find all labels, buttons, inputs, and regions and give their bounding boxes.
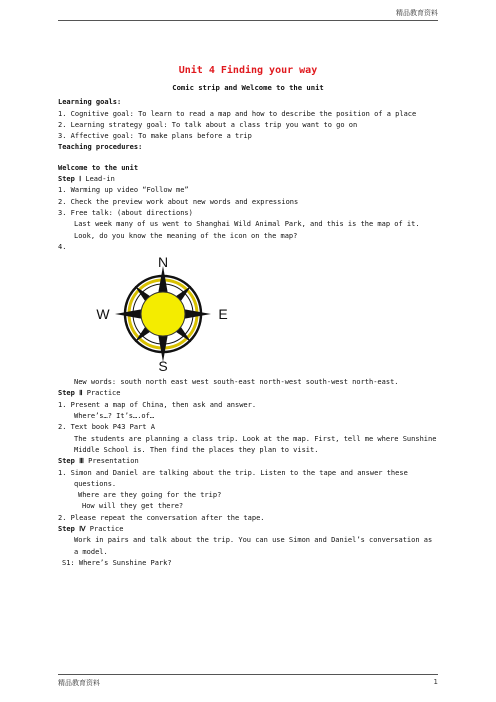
step4-paragraph: Work in pairs and talk about the trip. You can use Simon and Daniel’s conversation as a model. <box>74 536 433 556</box>
document-title: Unit 4 Finding your way <box>178 65 318 76</box>
step3-question: How will they get there? <box>82 502 184 511</box>
footer-rule <box>58 674 438 675</box>
document-body <box>58 64 438 569</box>
compass-rose-icon <box>93 255 233 373</box>
welcome-heading: Welcome to the unit <box>58 163 139 172</box>
step4-heading <box>58 524 438 535</box>
step-label: Step Ⅱ <box>58 389 83 398</box>
page-number: 1 <box>433 678 438 686</box>
procedures-heading: Teaching procedures: <box>58 143 143 152</box>
goal-item: 3. Affective goal: To make plans before a trip <box>58 132 252 141</box>
step-title: Lead-in <box>81 175 115 184</box>
step-label: Step Ⅳ <box>58 525 86 534</box>
goal-item: 1. Cognitive goal: To learn to read a map and how to describe the position of a place <box>58 109 417 118</box>
step1-item: 2. Check the preview work about new words and expressions <box>58 197 299 206</box>
compass-label-n: N <box>157 255 169 271</box>
document-subtitle: Comic strip and Welcome to the unit <box>172 83 324 92</box>
step-title: Practice <box>85 525 124 534</box>
step3-question: Where are they going for the trip? <box>78 491 222 500</box>
step1-heading <box>58 174 438 185</box>
step-label: Step Ⅰ <box>58 175 82 184</box>
step2-paragraph: The students are planning a class trip. Look at the map. First, tell me where Sunshine Middle School is. Then find the places they plan to visit. <box>74 434 437 454</box>
compass-label-w: W <box>96 306 110 323</box>
step1-paragraph: Last week many of us went to Shanghai Wild Animal Park, and this is the map of it. Look, do you know the meaning of the icon on the map? <box>74 220 420 240</box>
step2-heading <box>58 388 438 399</box>
page-header: 精品教育资料 <box>396 9 438 17</box>
step-title: Practice <box>82 389 121 398</box>
learning-goals-heading: Learning goals: <box>58 98 122 107</box>
compass-label-s: S <box>158 358 168 374</box>
step3-item: 2. Please repeat the conversation after the tape. <box>58 513 265 522</box>
step4-dialog: S1: Where’s Sunshine Park? <box>62 558 172 567</box>
step1-item: 3. Free talk: (about directions) <box>58 208 193 217</box>
step-title: Presentation <box>83 457 139 466</box>
compass-label-e: E <box>218 306 228 323</box>
step2-item: 2. Text book P43 Part A <box>58 423 155 432</box>
step1-item: 1. Warming up video “Follow me” <box>58 186 189 195</box>
step2-dialog: Where’s…? It’s….of… <box>74 412 155 421</box>
step3-item: 1. Simon and Daniel are talking about the trip. Listen to the tape and answer these questions. <box>58 468 408 488</box>
goal-item: 2. Learning strategy goal: To talk about a class trip you want to go on <box>58 120 358 129</box>
new-words: New words: south north east west south-east north-west south-west north-east. <box>74 378 399 387</box>
step3-heading <box>58 456 438 467</box>
step1-item-4: 4. <box>58 242 67 251</box>
header-rule <box>58 20 438 21</box>
step2-item: 1. Present a map of China, then ask and answer. <box>58 400 257 409</box>
page-footer: 精品教育资料 <box>58 679 100 687</box>
step-label: Step Ⅲ <box>58 457 84 466</box>
